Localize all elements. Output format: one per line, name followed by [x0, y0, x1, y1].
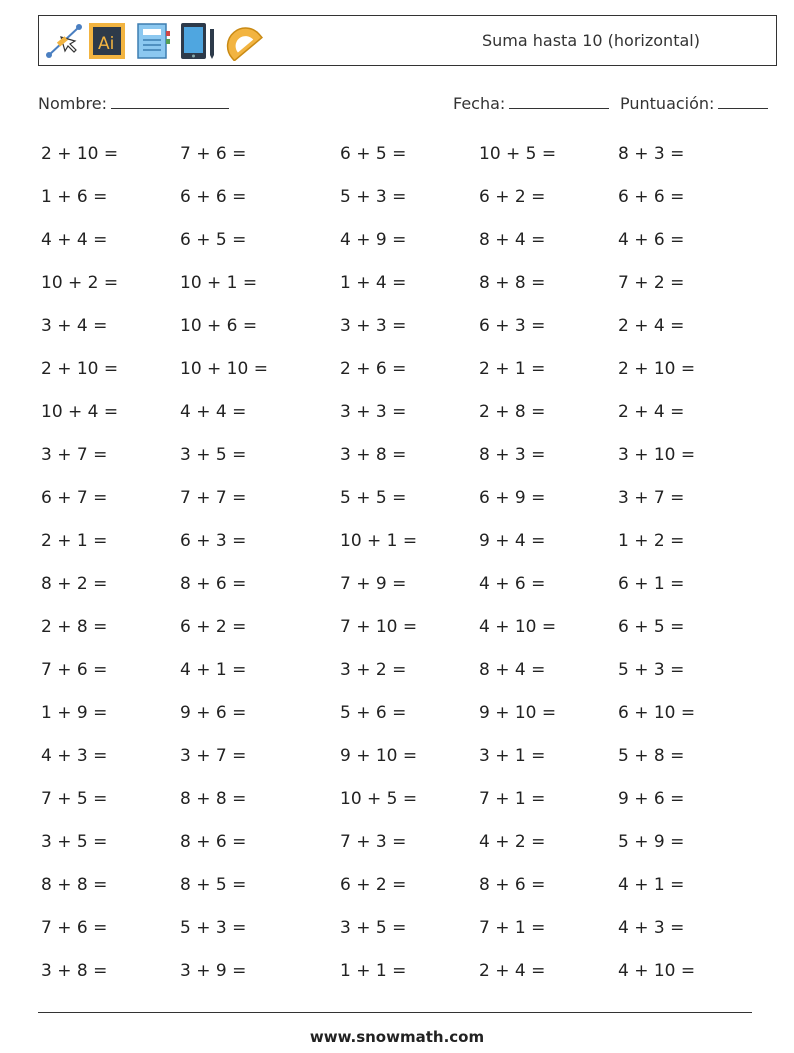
problem-cell: 3 + 1 = — [479, 746, 546, 766]
problem-row — [41, 907, 761, 950]
problem-cell: 3 + 8 = — [41, 961, 108, 981]
problem-cell: 10 + 6 = — [180, 316, 258, 336]
problem-cell: 4 + 1 = — [618, 875, 685, 895]
problem-cell: 6 + 2 = — [340, 875, 407, 895]
problem-cell: 3 + 5 = — [340, 918, 407, 938]
problem-row — [41, 692, 761, 735]
problem-cell: 4 + 1 = — [180, 660, 247, 680]
drawing-tool-icon — [43, 21, 83, 61]
problem-cell: 8 + 4 = — [479, 660, 546, 680]
problem-row — [41, 864, 761, 907]
svg-text:Ai: Ai — [98, 34, 115, 54]
problem-cell: 5 + 9 = — [618, 832, 685, 852]
name-field[interactable] — [38, 93, 229, 114]
problem-row — [41, 821, 761, 864]
problem-cell: 8 + 6 = — [479, 875, 546, 895]
problem-cell: 6 + 9 = — [479, 488, 546, 508]
problem-row — [41, 950, 761, 993]
problem-cell: 3 + 5 = — [41, 832, 108, 852]
score-field[interactable] — [620, 93, 768, 114]
worksheet-title: Suma hasta 10 (horizontal) — [482, 31, 700, 50]
problem-cell: 5 + 3 = — [618, 660, 685, 680]
problem-cell: 8 + 4 = — [479, 230, 546, 250]
problem-cell: 2 + 1 = — [41, 531, 108, 551]
worksheet-header — [38, 15, 777, 66]
problem-cell: 5 + 8 = — [618, 746, 685, 766]
problem-cell: 5 + 5 = — [340, 488, 407, 508]
problem-cell: 6 + 3 = — [180, 531, 247, 551]
problem-cell: 9 + 4 = — [479, 531, 546, 551]
problem-row — [41, 219, 761, 262]
problem-cell: 7 + 6 = — [41, 918, 108, 938]
problem-cell: 10 + 2 = — [41, 273, 119, 293]
problem-cell: 3 + 4 = — [41, 316, 108, 336]
problem-cell: 2 + 4 = — [479, 961, 546, 981]
problem-cell: 9 + 6 = — [180, 703, 247, 723]
problem-cell: 1 + 4 = — [340, 273, 407, 293]
problem-cell: 6 + 2 = — [479, 187, 546, 207]
problem-cell: 7 + 2 = — [618, 273, 685, 293]
date-label: Fecha: — [453, 94, 506, 113]
problem-cell: 6 + 5 = — [340, 144, 407, 164]
problem-row — [41, 176, 761, 219]
problem-row — [41, 262, 761, 305]
problem-row — [41, 778, 761, 821]
problem-row — [41, 649, 761, 692]
problem-cell: 6 + 5 = — [180, 230, 247, 250]
problem-cell: 3 + 7 = — [41, 445, 108, 465]
problem-cell: 8 + 3 = — [618, 144, 685, 164]
problem-cell: 4 + 3 = — [41, 746, 108, 766]
date-blank-line[interactable] — [509, 93, 609, 109]
problem-cell: 4 + 6 = — [618, 230, 685, 250]
problem-cell: 8 + 8 = — [479, 273, 546, 293]
problem-row — [41, 348, 761, 391]
problem-cell: 4 + 4 = — [180, 402, 247, 422]
protractor-icon — [223, 21, 263, 61]
problem-cell: 6 + 6 = — [618, 187, 685, 207]
problem-cell: 5 + 3 = — [340, 187, 407, 207]
problem-row — [41, 520, 761, 563]
tablet-icon — [178, 21, 218, 61]
problem-cell: 1 + 1 = — [340, 961, 407, 981]
problem-row — [41, 477, 761, 520]
problem-cell: 6 + 5 = — [618, 617, 685, 637]
problem-cell: 6 + 3 = — [479, 316, 546, 336]
problem-cell: 8 + 2 = — [41, 574, 108, 594]
problem-cell: 4 + 3 = — [618, 918, 685, 938]
problem-cell: 4 + 9 = — [340, 230, 407, 250]
problem-cell: 10 + 1 = — [180, 273, 258, 293]
notebook-icon — [133, 21, 173, 61]
problem-cell: 1 + 9 = — [41, 703, 108, 723]
problem-cell: 9 + 6 = — [618, 789, 685, 809]
problem-cell: 2 + 4 = — [618, 316, 685, 336]
problem-cell: 8 + 8 = — [41, 875, 108, 895]
problem-cell: 6 + 1 = — [618, 574, 685, 594]
problem-cell: 5 + 6 = — [340, 703, 407, 723]
problem-cell: 8 + 8 = — [180, 789, 247, 809]
problem-cell: 2 + 8 = — [41, 617, 108, 637]
problem-cell: 7 + 5 = — [41, 789, 108, 809]
problem-cell: 1 + 2 = — [618, 531, 685, 551]
problem-cell: 3 + 5 = — [180, 445, 247, 465]
problem-row — [41, 133, 761, 176]
score-blank-line[interactable] — [718, 93, 768, 109]
problem-cell: 8 + 3 = — [479, 445, 546, 465]
problem-row — [41, 735, 761, 778]
problem-cell: 3 + 2 = — [340, 660, 407, 680]
problem-cell: 5 + 3 = — [180, 918, 247, 938]
problem-row — [41, 563, 761, 606]
problem-cell: 7 + 10 = — [340, 617, 418, 637]
problem-row — [41, 391, 761, 434]
problem-cell: 7 + 1 = — [479, 918, 546, 938]
problem-cell: 7 + 1 = — [479, 789, 546, 809]
problem-cell: 2 + 6 = — [340, 359, 407, 379]
problem-cell: 3 + 10 = — [618, 445, 696, 465]
problem-cell: 7 + 3 = — [340, 832, 407, 852]
problem-cell: 10 + 1 = — [340, 531, 418, 551]
problem-cell: 6 + 10 = — [618, 703, 696, 723]
problem-cell: 2 + 10 = — [618, 359, 696, 379]
problem-cell: 1 + 6 = — [41, 187, 108, 207]
name-label: Nombre: — [38, 94, 107, 113]
problem-cell: 2 + 8 = — [479, 402, 546, 422]
problem-grid — [41, 133, 761, 993]
illustrator-icon — [87, 21, 127, 61]
problem-cell: 4 + 10 = — [479, 617, 557, 637]
problem-cell: 9 + 10 = — [479, 703, 557, 723]
problem-cell: 3 + 8 = — [340, 445, 407, 465]
problem-cell: 2 + 4 = — [618, 402, 685, 422]
problem-cell: 7 + 6 = — [41, 660, 108, 680]
problem-cell: 9 + 10 = — [340, 746, 418, 766]
problem-cell: 4 + 4 = — [41, 230, 108, 250]
problem-cell: 2 + 10 = — [41, 359, 119, 379]
problem-cell: 10 + 5 = — [479, 144, 557, 164]
problem-cell: 6 + 2 = — [180, 617, 247, 637]
problem-cell: 3 + 3 = — [340, 316, 407, 336]
problem-cell: 7 + 7 = — [180, 488, 247, 508]
problem-cell: 6 + 7 = — [41, 488, 108, 508]
problem-cell: 10 + 10 = — [180, 359, 268, 379]
problem-cell: 2 + 10 = — [41, 144, 119, 164]
problem-cell: 7 + 6 = — [180, 144, 247, 164]
problem-row — [41, 434, 761, 477]
problem-cell: 10 + 4 = — [41, 402, 119, 422]
problem-row — [41, 606, 761, 649]
footer-divider — [38, 1012, 752, 1013]
problem-cell: 4 + 2 = — [479, 832, 546, 852]
problem-cell: 8 + 6 = — [180, 574, 247, 594]
problem-row — [41, 305, 761, 348]
problem-cell: 10 + 5 = — [340, 789, 418, 809]
problem-cell: 3 + 3 = — [340, 402, 407, 422]
problem-cell: 4 + 10 = — [618, 961, 696, 981]
problem-cell: 3 + 7 = — [618, 488, 685, 508]
name-blank-line[interactable] — [111, 93, 229, 109]
problem-cell: 7 + 9 = — [340, 574, 407, 594]
score-label: Puntuación: — [620, 94, 715, 113]
problem-cell: 6 + 6 = — [180, 187, 247, 207]
problem-cell: 3 + 9 = — [180, 961, 247, 981]
problem-cell: 4 + 6 = — [479, 574, 546, 594]
problem-cell: 3 + 7 = — [180, 746, 247, 766]
problem-cell: 8 + 6 = — [180, 832, 247, 852]
problem-cell: 8 + 5 = — [180, 875, 247, 895]
footer-site: www.snowmath.com — [309, 1028, 485, 1046]
problem-cell: 2 + 1 = — [479, 359, 546, 379]
date-field[interactable] — [453, 93, 609, 114]
